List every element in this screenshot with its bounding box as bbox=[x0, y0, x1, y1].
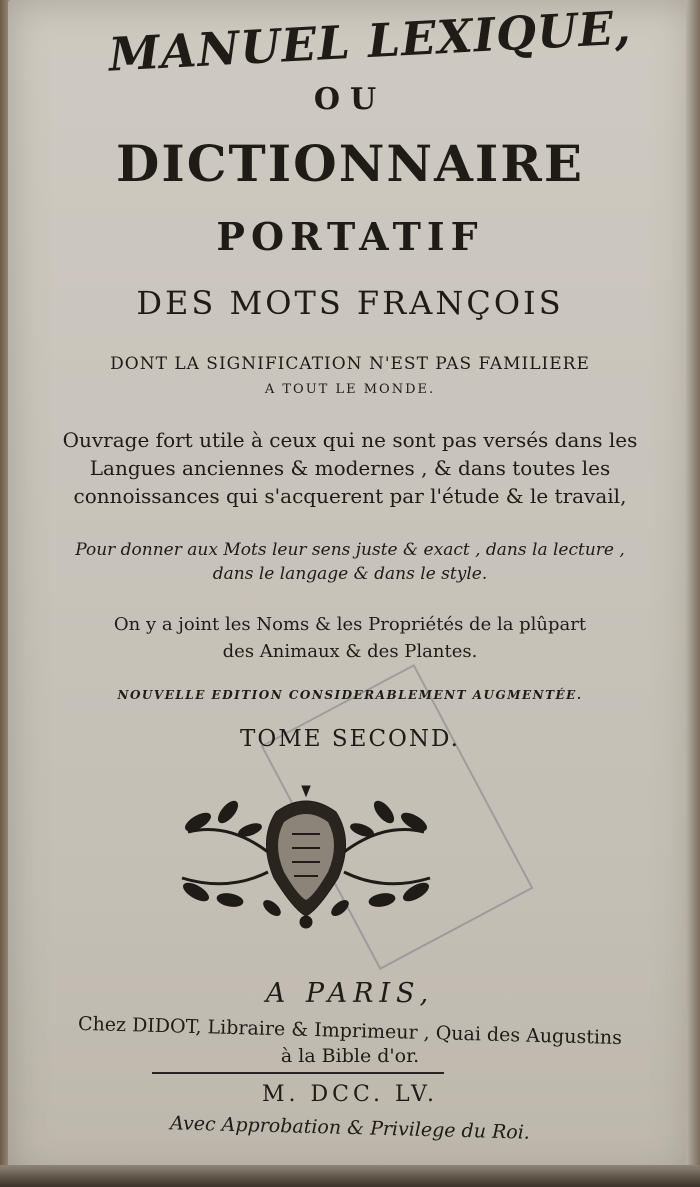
supplement-line1: On y a joint les Noms & les Propriétés de la plûpart bbox=[113, 614, 587, 635]
publisher-line1: Chez DIDOT, Libraire & Imprimeur , Quai des Augustins bbox=[77, 1012, 623, 1050]
subtitle-line1: DONT LA SIGNIFICATION N'EST PAS FAMILIERE bbox=[110, 354, 590, 374]
purpose-line1: Pour donner aux Mots leur sens juste & exact , dans la lecture , bbox=[75, 540, 625, 560]
floral-vignette-icon bbox=[168, 782, 444, 932]
title-or: OU bbox=[313, 82, 387, 117]
page-bottom-edge bbox=[0, 1165, 700, 1187]
subtitle-line2: A TOUT LE MONDE. bbox=[264, 382, 436, 397]
supplement-line2: des Animaux & des Plantes. bbox=[222, 641, 478, 662]
description-line3: connoissances qui s'acquerent par l'étude & le travail, bbox=[73, 484, 627, 508]
description-line1: Ouvrage fort utile à ceux qui ne sont pas versés dans les bbox=[62, 428, 638, 452]
title-main: MANUEL LEXIQUE, bbox=[107, 0, 633, 82]
title-portatif: PORTATIF bbox=[216, 214, 484, 259]
imprint-city: A PARIS, bbox=[265, 978, 435, 1009]
edition-note: NOUVELLE EDITION CONSIDERABLEMENT AUGMENTÉE. bbox=[117, 688, 583, 702]
title-des-mots: DES MOTS FRANÇOIS bbox=[136, 284, 564, 322]
volume-label: TOME SECOND. bbox=[240, 726, 460, 752]
royal-privilege: Avec Approbation & Privilege du Roi. bbox=[169, 1112, 531, 1144]
publisher-line2: à la Bible d'or. bbox=[280, 1045, 420, 1067]
title-dictionnaire: DICTIONNAIRE bbox=[116, 134, 584, 193]
imprint-rule bbox=[152, 1072, 444, 1074]
publication-year: M. DCC. LV. bbox=[261, 1082, 439, 1107]
purpose-line2: dans le langage & dans le style. bbox=[212, 564, 488, 584]
description-line2: Langues anciennes & modernes , & dans toutes les bbox=[89, 456, 611, 480]
